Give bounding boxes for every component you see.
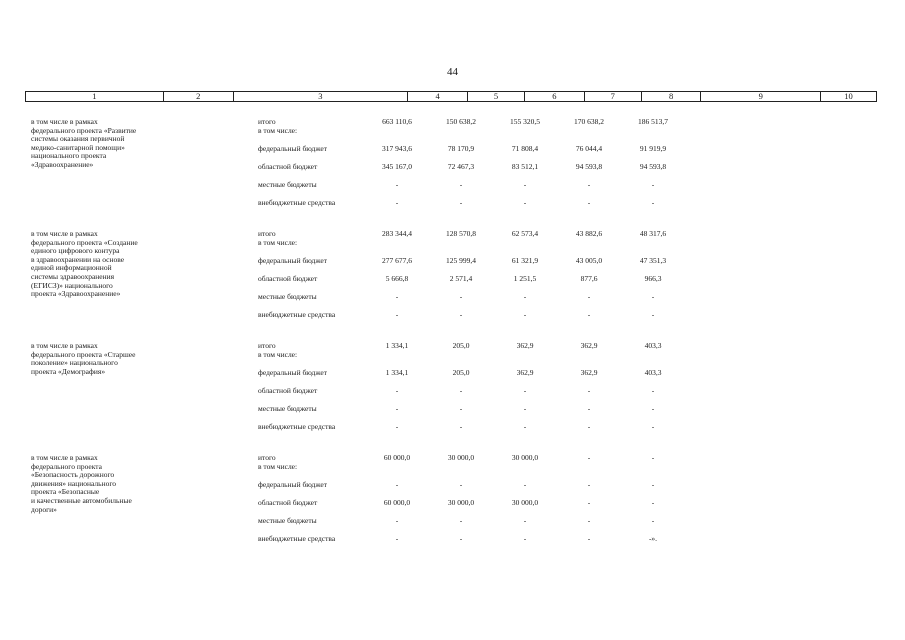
amount-cell: -». <box>648 534 658 543</box>
amount-cell: - <box>523 310 527 319</box>
amount-cell: - <box>459 180 463 189</box>
project-description-line: национального проекта <box>31 151 107 161</box>
amount-cell: 1 334,1 <box>385 368 409 377</box>
project-description-line: движения» национального <box>31 478 116 488</box>
project-description-line: системы оказания первичной <box>31 134 125 144</box>
amount-cell: 125 999,4 <box>446 256 476 265</box>
amount-cell: - <box>459 480 463 489</box>
amount-cell: 403,3 <box>644 341 662 350</box>
amount-cell: - <box>523 534 527 543</box>
amount-cell: 60 000,0 <box>383 453 411 462</box>
amount-cell: - <box>587 310 591 319</box>
funding-source-label: итого <box>258 341 276 350</box>
amount-cell: 2 571,4 <box>449 274 473 283</box>
funding-source-label: федеральный бюджет <box>258 144 328 153</box>
amount-cell: 94 593,8 <box>639 162 667 171</box>
project-description-line: «Безопасность дорожного <box>31 470 115 480</box>
amount-cell: 91 919,9 <box>639 144 667 153</box>
amount-cell: - <box>523 404 527 413</box>
amount-cell: - <box>651 404 655 413</box>
funding-source-label: областной бюджет <box>258 162 318 171</box>
project-description-line: федерального проекта «Создание <box>31 237 138 247</box>
amount-cell: - <box>459 534 463 543</box>
funding-source-label: областной бюджет <box>258 498 318 507</box>
funding-source-label: местные бюджеты <box>258 516 317 525</box>
subtotal-caption: в том числе: <box>258 237 298 247</box>
amount-cell: - <box>651 422 655 431</box>
project-description-line: и качественные автомобильные <box>31 495 132 505</box>
amount-cell: - <box>523 198 527 207</box>
project-description-line: в том числе в рамках <box>31 229 98 238</box>
project-description-line: в том числе в рамках <box>31 117 98 126</box>
funding-source-label: итого <box>258 229 276 238</box>
funding-source-label: местные бюджеты <box>258 404 317 413</box>
project-description-line: федерального проекта <box>31 461 102 471</box>
funding-source-label: местные бюджеты <box>258 180 317 189</box>
project-description-line: поколение» национального <box>31 358 118 368</box>
amount-cell: 877,6 <box>580 274 598 283</box>
amount-cell: 30 000,0 <box>447 453 475 462</box>
header-cell-6: 6 <box>525 92 585 101</box>
amount-cell: - <box>651 516 655 525</box>
amount-cell: - <box>651 180 655 189</box>
funding-source-label: внебюджетные средства <box>258 422 336 431</box>
funding-source-label: федеральный бюджет <box>258 256 328 265</box>
page-number: 44 <box>447 66 458 78</box>
amount-cell: 30 000,0 <box>511 453 539 462</box>
amount-cell: 150 638,2 <box>446 117 476 126</box>
funding-source-label: внебюджетные средства <box>258 198 336 207</box>
amount-cell: 61 321,9 <box>511 256 539 265</box>
amount-cell: 317 943,6 <box>382 144 412 153</box>
funding-row <box>0 254 905 267</box>
funding-row <box>0 366 905 379</box>
project-description-line: проекта «Демография» <box>31 366 106 376</box>
project-description-line: единого цифрового контура <box>31 246 120 256</box>
amount-cell: 205,0 <box>452 341 470 350</box>
funding-row <box>0 311 905 321</box>
amount-cell: - <box>587 292 591 301</box>
amount-cell: - <box>523 180 527 189</box>
funding-source-label: федеральный бюджет <box>258 368 328 377</box>
amount-cell: - <box>651 480 655 489</box>
amount-cell: - <box>395 516 399 525</box>
amount-cell: 62 573,4 <box>511 229 539 238</box>
amount-cell: - <box>459 422 463 431</box>
funding-row <box>0 293 905 303</box>
amount-cell: 283 344,4 <box>382 229 412 238</box>
amount-cell: 71 808,4 <box>511 144 539 153</box>
amount-cell: 72 467,3 <box>447 162 475 171</box>
amount-cell: - <box>459 198 463 207</box>
funding-source-label: внебюджетные средства <box>258 310 336 319</box>
amount-cell: - <box>587 386 591 395</box>
funding-source-label: внебюджетные средства <box>258 534 336 543</box>
amount-cell: 362,9 <box>516 368 534 377</box>
amount-cell: - <box>395 404 399 413</box>
amount-cell: - <box>587 404 591 413</box>
funding-source-label: местные бюджеты <box>258 292 317 301</box>
project-description-line: в том числе в рамках <box>31 341 98 350</box>
amount-cell: - <box>651 310 655 319</box>
project-description-line: (ЕГИСЗ)» национального <box>31 280 113 290</box>
amount-cell: 60 000,0 <box>383 498 411 507</box>
header-cell-3: 3 <box>234 92 409 101</box>
header-cell-5: 5 <box>468 92 525 101</box>
column-number-header <box>25 91 877 102</box>
amount-cell: 5 666,8 <box>385 274 409 283</box>
subtotal-caption: в том числе: <box>258 461 298 471</box>
funding-source-label: областной бюджет <box>258 386 318 395</box>
project-description-line: в здравоохранении на основе <box>31 254 125 264</box>
header-cell-7: 7 <box>585 92 642 101</box>
amount-cell: - <box>395 198 399 207</box>
project-description-line: «Здравоохранение» <box>31 159 94 169</box>
funding-source-label: федеральный бюджет <box>258 480 328 489</box>
funding-row <box>0 517 905 527</box>
project-description-line: федерального проекта «Старшее <box>31 349 136 359</box>
funding-row <box>0 495 905 509</box>
amount-cell: - <box>587 498 591 507</box>
amount-cell: - <box>395 292 399 301</box>
header-cell-8: 8 <box>642 92 702 101</box>
amount-cell: 78 170,9 <box>447 144 475 153</box>
amount-cell: 48 317,6 <box>639 229 667 238</box>
funding-row <box>0 159 905 173</box>
funding-row <box>0 405 905 415</box>
amount-cell: - <box>459 386 463 395</box>
amount-cell: - <box>587 453 591 462</box>
amount-cell: - <box>395 310 399 319</box>
funding-row <box>0 535 905 545</box>
amount-cell: 277 677,6 <box>382 256 412 265</box>
funding-source-label: областной бюджет <box>258 274 318 283</box>
project-description-line: системы здравоохранения <box>31 271 115 281</box>
project-description-line: медико-санитарной помощи» <box>31 142 125 152</box>
amount-cell: 128 570,8 <box>446 229 476 238</box>
subtotal-caption: в том числе: <box>258 125 298 135</box>
header-cell-10: 10 <box>844 91 853 101</box>
amount-cell: - <box>459 404 463 413</box>
header-cell-1: 1 <box>26 92 164 101</box>
amount-cell: 83 512,1 <box>511 162 539 171</box>
amount-cell: 186 513,7 <box>638 117 668 126</box>
amount-cell: 362,9 <box>580 341 598 350</box>
amount-cell: - <box>459 292 463 301</box>
amount-cell: - <box>587 534 591 543</box>
funding-source-label: итого <box>258 117 276 126</box>
amount-cell: 47 351,3 <box>639 256 667 265</box>
amount-cell: - <box>587 198 591 207</box>
amount-cell: - <box>651 453 655 462</box>
amount-cell: 663 110,6 <box>382 117 412 126</box>
project-description-line: проекта «Здравоохранение» <box>31 289 121 299</box>
amount-cell: - <box>395 386 399 395</box>
amount-cell: - <box>395 180 399 189</box>
amount-cell: 43 882,6 <box>575 229 603 238</box>
funding-row <box>0 387 905 397</box>
amount-cell: - <box>587 422 591 431</box>
amount-cell: - <box>651 386 655 395</box>
amount-cell: 1 251,5 <box>513 274 537 283</box>
funding-row <box>0 423 905 433</box>
funding-source-label: итого <box>258 453 276 462</box>
subtotal-caption: в том числе: <box>258 349 298 359</box>
amount-cell: 1 334,1 <box>385 341 409 350</box>
amount-cell: 170 638,2 <box>574 117 604 126</box>
project-description-line: дороги» <box>31 504 57 514</box>
amount-cell: - <box>523 480 527 489</box>
amount-cell: 30 000,0 <box>447 498 475 507</box>
amount-cell: - <box>459 310 463 319</box>
amount-cell: 362,9 <box>516 341 534 350</box>
amount-cell: - <box>395 534 399 543</box>
funding-row <box>0 199 905 209</box>
funding-row <box>0 181 905 191</box>
header-cell-9: 9 <box>701 92 820 101</box>
header-cell-2: 2 <box>164 92 234 101</box>
amount-cell: 30 000,0 <box>511 498 539 507</box>
amount-cell: - <box>523 292 527 301</box>
amount-cell: 345 167,0 <box>382 162 412 171</box>
funding-row <box>0 271 905 285</box>
amount-cell: - <box>523 516 527 525</box>
project-description-line: в том числе в рамках <box>31 453 98 462</box>
amount-cell: - <box>395 480 399 489</box>
amount-cell: - <box>587 180 591 189</box>
amount-cell: 966,3 <box>644 274 662 283</box>
amount-cell: - <box>651 292 655 301</box>
funding-row <box>0 142 905 155</box>
amount-cell: 155 320,5 <box>510 117 540 126</box>
amount-cell: - <box>587 480 591 489</box>
funding-row <box>0 478 905 491</box>
amount-cell: - <box>651 498 655 507</box>
amount-cell: 205,0 <box>452 368 470 377</box>
project-description-line: федерального проекта «Развитие <box>31 125 137 135</box>
amount-cell: - <box>523 386 527 395</box>
amount-cell: - <box>459 516 463 525</box>
amount-cell: 362,9 <box>580 368 598 377</box>
amount-cell: 43 005,0 <box>575 256 603 265</box>
amount-cell: - <box>395 422 399 431</box>
amount-cell: 94 593,8 <box>575 162 603 171</box>
project-description-line: проекта «Безопасные <box>31 487 100 497</box>
amount-cell: 76 044,4 <box>575 144 603 153</box>
project-description-line: единой информационной <box>31 263 112 273</box>
amount-cell: - <box>587 516 591 525</box>
amount-cell: - <box>651 198 655 207</box>
amount-cell: - <box>523 422 527 431</box>
header-cell-4: 4 <box>408 92 468 101</box>
amount-cell: 403,3 <box>644 368 662 377</box>
